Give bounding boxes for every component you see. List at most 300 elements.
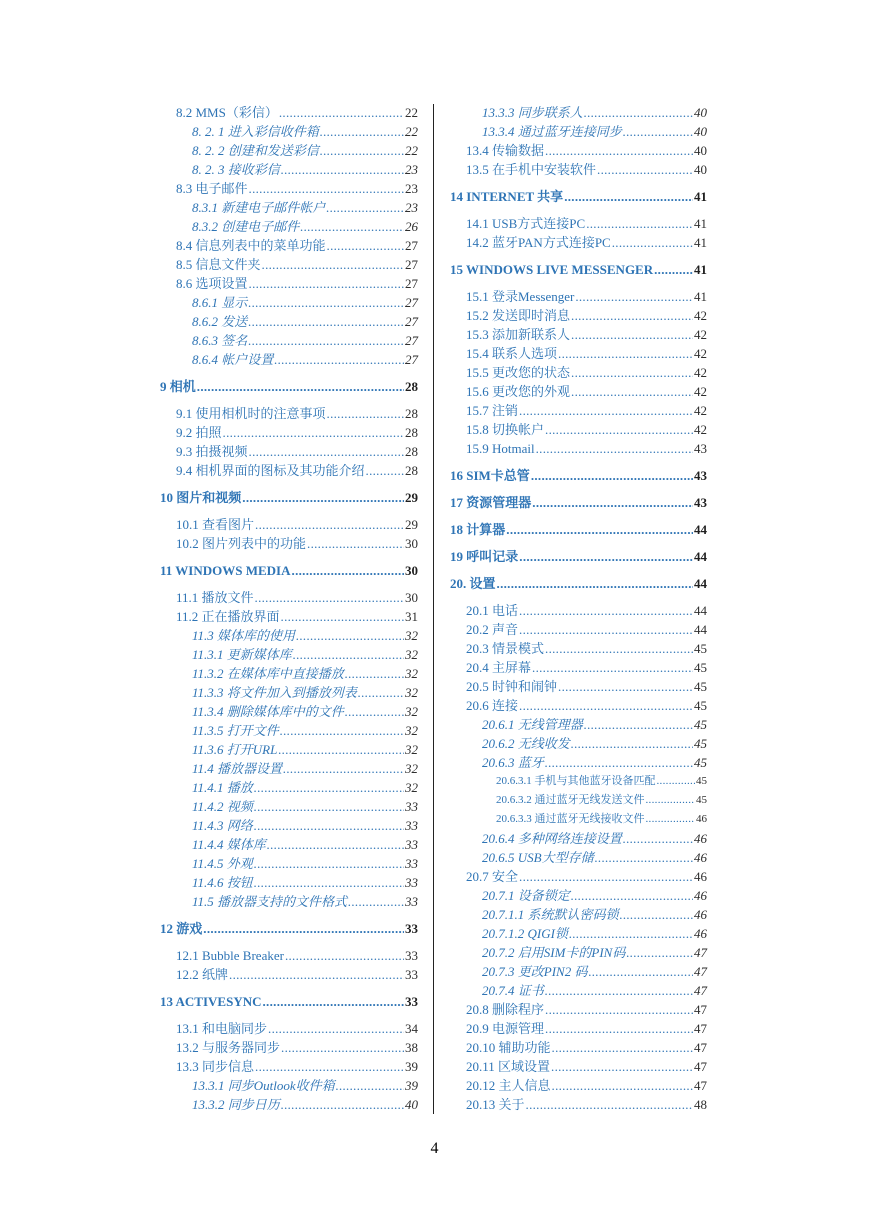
dot-leader xyxy=(254,816,404,835)
dot-leader xyxy=(532,658,693,677)
toc-entry-page: 23 xyxy=(405,200,418,215)
toc-entry-page: 42 xyxy=(694,327,707,342)
toc-entry-title: 13.3 同步信息 xyxy=(176,1059,255,1074)
dot-leader xyxy=(519,547,693,566)
toc-entry-page: 40 xyxy=(694,124,707,139)
toc-entry-page: 26 xyxy=(405,219,418,234)
toc-entry-page: 33 xyxy=(405,799,418,814)
toc-entry[interactable] xyxy=(450,886,707,905)
dot-leader xyxy=(545,141,693,160)
dot-leader xyxy=(281,1095,404,1114)
toc-entry-page: 46 xyxy=(694,888,707,903)
toc-entry-page: 44 xyxy=(694,549,707,564)
toc-entry[interactable] xyxy=(160,274,418,293)
toc-entry-title: 11.1 播放文件 xyxy=(176,590,254,605)
dot-leader xyxy=(545,1000,693,1019)
toc-entry-title: 11.4.5 外观 xyxy=(192,856,253,871)
toc-entry-title: 15.8 切换帐户 xyxy=(466,422,545,437)
toc-entry-page: 44 xyxy=(694,522,707,537)
toc-entry-title: 20.9 电源管理 xyxy=(466,1021,545,1036)
toc-entry[interactable] xyxy=(450,981,707,1000)
toc-entry[interactable] xyxy=(450,233,707,252)
toc-entry-title: 16 SIM卡总管 xyxy=(450,468,530,483)
toc-entry-title: 13.3.1 同步Outlook收件箱 xyxy=(192,1078,335,1093)
toc-chapter-entry[interactable] xyxy=(450,260,707,279)
toc-entry-title: 9.2 拍照 xyxy=(176,425,222,440)
dot-leader xyxy=(345,702,404,721)
toc-entry-page: 39 xyxy=(405,1059,418,1074)
dot-leader xyxy=(571,734,693,753)
dot-leader xyxy=(274,350,404,369)
dot-leader xyxy=(545,981,693,1000)
dot-leader xyxy=(569,924,693,943)
toc-entry-title: 13.4 传输数据 xyxy=(466,143,545,158)
dot-leader xyxy=(552,1076,693,1095)
dot-leader xyxy=(307,534,404,553)
toc-entry-title: 12.1 Bubble Breaker xyxy=(176,948,284,963)
toc-entry-title: 11.3.3 将文件加入到播放列表 xyxy=(192,685,357,700)
dot-leader xyxy=(623,829,693,848)
toc-entry[interactable] xyxy=(450,867,707,886)
toc-entry-page: 28 xyxy=(405,379,418,394)
dot-leader xyxy=(646,791,696,810)
toc-entry-page: 32 xyxy=(405,666,418,681)
toc-entry[interactable] xyxy=(450,306,707,325)
toc-entry[interactable] xyxy=(160,1038,418,1057)
toc-entry[interactable] xyxy=(160,1095,418,1114)
toc-chapter-entry[interactable] xyxy=(450,574,707,593)
toc-entry[interactable] xyxy=(450,620,707,639)
dot-leader xyxy=(519,696,693,715)
toc-entry-title: 10 图片和视频 xyxy=(160,490,242,505)
toc-entry-page: 32 xyxy=(405,685,418,700)
toc-entry[interactable] xyxy=(450,363,707,382)
toc-entry-title: 8.3.2 创建电子邮件 xyxy=(192,219,300,234)
toc-entry[interactable] xyxy=(160,740,418,759)
toc-entry[interactable] xyxy=(160,588,418,607)
toc-entry[interactable] xyxy=(160,1057,418,1076)
toc-entry-title: 15.3 添加新联系人 xyxy=(466,327,571,342)
dot-leader xyxy=(281,607,404,626)
toc-entry-page: 45 xyxy=(694,660,707,675)
toc-entry[interactable] xyxy=(450,1000,707,1019)
page-number: 4 xyxy=(430,1140,439,1157)
dot-leader xyxy=(320,122,404,141)
toc-entry-title: 12.2 纸牌 xyxy=(176,967,229,982)
toc-entry-page: 30 xyxy=(405,590,418,605)
toc-entry-title: 11.2 正在播放界面 xyxy=(176,609,280,624)
dot-leader xyxy=(280,721,404,740)
toc-entry[interactable] xyxy=(160,515,418,534)
toc-entry-page: 44 xyxy=(694,622,707,637)
toc-entry-title: 20.1 电话 xyxy=(466,603,519,618)
toc-entry-title: 20.6.3.2 通过蓝牙无线发送文件 xyxy=(496,794,645,806)
dot-leader xyxy=(519,867,693,886)
toc-entry-title: 13 ACTIVESYNC xyxy=(160,994,262,1009)
toc-entry-title: 20.7.1 设备锁定 xyxy=(482,888,570,903)
dot-leader xyxy=(336,1076,404,1095)
dot-leader xyxy=(249,179,404,198)
toc-entry-page: 33 xyxy=(405,894,418,909)
dot-leader xyxy=(292,561,404,580)
toc-entry-page: 28 xyxy=(405,406,418,421)
toc-entry-page: 27 xyxy=(405,276,418,291)
toc-entry-title: 9.4 相机界面的图标及其功能介绍 xyxy=(176,463,365,478)
toc-entry-page: 27 xyxy=(405,314,418,329)
toc-entry-title: 20.13 关于 xyxy=(466,1097,525,1112)
toc-entry-title: 11 WINDOWS MEDIA xyxy=(160,563,291,578)
dot-leader xyxy=(586,214,693,233)
dot-leader xyxy=(558,677,693,696)
toc-entry-page: 41 xyxy=(694,262,707,277)
dot-leader xyxy=(255,1057,404,1076)
toc-entry[interactable] xyxy=(450,141,707,160)
toc-entry-page: 28 xyxy=(405,425,418,440)
toc-entry-page: 41 xyxy=(694,189,707,204)
toc-entry-title: 20.3 情景模式 xyxy=(466,641,545,656)
toc-entry[interactable] xyxy=(160,892,418,911)
toc-entry-title: 20.8 删除程序 xyxy=(466,1002,545,1017)
toc-entry[interactable] xyxy=(450,382,707,401)
toc-chapter-entry[interactable] xyxy=(160,919,418,938)
toc-entry-title: 11.3.2 在媒体库中直接播放 xyxy=(192,666,344,681)
toc-entry[interactable] xyxy=(450,344,707,363)
toc-entry[interactable] xyxy=(450,1019,707,1038)
toc-chapter-entry[interactable] xyxy=(160,561,418,580)
toc-entry[interactable] xyxy=(160,683,418,702)
toc-entry-title: 12 游戏 xyxy=(160,921,203,936)
toc-chapter-entry[interactable] xyxy=(160,992,418,1011)
toc-entry[interactable] xyxy=(450,962,707,981)
toc-entry-title: 15.9 Hotmail xyxy=(466,441,535,456)
toc-entry[interactable] xyxy=(160,198,418,217)
dot-leader xyxy=(519,620,693,639)
dot-leader xyxy=(545,420,693,439)
toc-entry-title: 13.3.2 同步日历 xyxy=(192,1097,280,1112)
toc-entry-title: 11.4.3 网络 xyxy=(192,818,253,833)
dot-leader xyxy=(293,645,404,664)
dot-leader xyxy=(519,601,693,620)
column-divider xyxy=(433,104,434,1114)
toc-entry[interactable] xyxy=(450,325,707,344)
dot-leader xyxy=(571,382,693,401)
toc-entry[interactable] xyxy=(450,401,707,420)
toc-entry[interactable] xyxy=(160,1019,418,1038)
dot-leader xyxy=(366,461,404,480)
dot-leader xyxy=(584,715,693,734)
toc-chapter-entry[interactable] xyxy=(450,466,707,485)
toc-entry[interactable] xyxy=(160,331,418,350)
toc-entry-title: 10.1 查看图片 xyxy=(176,517,255,532)
dot-leader xyxy=(595,848,693,867)
toc-entry[interactable] xyxy=(450,791,707,810)
toc-entry[interactable] xyxy=(450,122,707,141)
dot-leader xyxy=(612,233,693,252)
toc-entry-page: 42 xyxy=(694,346,707,361)
dot-leader xyxy=(249,442,404,461)
toc-entry-title: 15.2 发送即时消息 xyxy=(466,308,571,323)
toc-entry-title: 9.1 使用相机时的注意事项 xyxy=(176,406,326,421)
toc-entry[interactable] xyxy=(450,639,707,658)
toc-entry[interactable] xyxy=(160,461,418,480)
toc-entry[interactable] xyxy=(450,103,707,122)
toc-entry-title: 9 相机 xyxy=(160,379,196,394)
toc-entry[interactable] xyxy=(450,753,707,772)
toc-entry-title: 20.6.3.1 手机与其他蓝牙设备匹配 xyxy=(496,775,656,787)
toc-entry[interactable] xyxy=(450,420,707,439)
toc-entry-title: 14 INTERNET 共享 xyxy=(450,189,564,204)
toc-entry[interactable] xyxy=(450,1057,707,1076)
toc-entry[interactable] xyxy=(160,217,418,236)
toc-entry-title: 8. 2. 3 接收彩信 xyxy=(192,162,280,177)
toc-entry[interactable] xyxy=(160,854,418,873)
toc-entry-page: 33 xyxy=(405,967,418,982)
toc-entry-title: 11.5 播放器支持的文件格式 xyxy=(192,894,348,909)
toc-entry-page: 40 xyxy=(405,1097,418,1112)
toc-entry[interactable] xyxy=(450,439,707,458)
toc-entry-title: 8.6.4 帐户设置 xyxy=(192,352,274,367)
toc-entry[interactable] xyxy=(450,810,707,829)
dot-leader xyxy=(571,325,693,344)
dot-leader xyxy=(526,1095,693,1114)
toc-entry[interactable] xyxy=(160,721,418,740)
toc-entry-page: 45 xyxy=(696,794,707,806)
toc-entry-page: 27 xyxy=(405,257,418,272)
dot-leader xyxy=(623,122,693,141)
toc-entry-page: 32 xyxy=(405,647,418,662)
dot-leader xyxy=(551,1057,693,1076)
dot-leader xyxy=(254,854,404,873)
toc-entry-title: 15.1 登录Messenger xyxy=(466,289,575,304)
toc-entry[interactable] xyxy=(160,350,418,369)
dot-leader xyxy=(646,810,696,829)
toc-entry[interactable] xyxy=(450,924,707,943)
toc-entry-title: 20.7.1.1 系统默认密码锁 xyxy=(482,907,619,922)
toc-entry-title: 20.6.2 无线收发 xyxy=(482,736,570,751)
dot-leader xyxy=(571,886,693,905)
toc-entry[interactable] xyxy=(450,1076,707,1095)
toc-entry-title: 9.3 拍摄视频 xyxy=(176,444,248,459)
toc-entry[interactable] xyxy=(160,607,418,626)
toc-entry[interactable] xyxy=(160,404,418,423)
toc-entry-title: 8.5 信息文件夹 xyxy=(176,257,261,272)
dot-leader xyxy=(545,753,693,772)
toc-entry[interactable] xyxy=(160,534,418,553)
dot-leader xyxy=(320,141,404,160)
toc-entry-title: 8.6.3 签名 xyxy=(192,333,248,348)
toc-entry-page: 23 xyxy=(405,162,418,177)
dot-leader xyxy=(254,797,404,816)
toc-entry-title: 20.6.1 无线管理器 xyxy=(482,717,583,732)
toc-entry[interactable] xyxy=(160,442,418,461)
toc-entry[interactable] xyxy=(450,848,707,867)
dot-leader xyxy=(620,905,693,924)
dot-leader xyxy=(268,1019,404,1038)
toc-entry-page: 32 xyxy=(405,723,418,738)
toc-entry[interactable] xyxy=(450,715,707,734)
toc-entry[interactable] xyxy=(450,214,707,233)
toc-entry[interactable] xyxy=(160,664,418,683)
dot-leader xyxy=(223,423,404,442)
dot-leader xyxy=(285,946,404,965)
toc-entry-page: 43 xyxy=(694,495,707,510)
toc-entry-page: 45 xyxy=(694,736,707,751)
dot-leader xyxy=(263,992,405,1011)
toc-entry-title: 20.6.3 蓝牙 xyxy=(482,755,544,770)
toc-entry[interactable] xyxy=(450,696,707,715)
toc-entry-page: 32 xyxy=(405,628,418,643)
toc-entry-page: 27 xyxy=(405,238,418,253)
dot-leader xyxy=(283,759,404,778)
toc-entry-page: 42 xyxy=(694,422,707,437)
toc-entry-page: 27 xyxy=(405,295,418,310)
toc-entry[interactable] xyxy=(160,236,418,255)
toc-entry-title: 13.5 在手机中安装软件 xyxy=(466,162,597,177)
toc-entry[interactable] xyxy=(160,835,418,854)
dot-leader xyxy=(545,1019,693,1038)
toc-entry-page: 46 xyxy=(694,907,707,922)
toc-entry-page: 33 xyxy=(405,994,418,1009)
toc-entry-page: 47 xyxy=(694,1021,707,1036)
dot-leader xyxy=(296,626,404,645)
toc-chapter-entry[interactable] xyxy=(450,493,707,512)
toc-entry-page: 45 xyxy=(694,679,707,694)
toc-entry-title: 18 计算器 xyxy=(450,522,506,537)
toc-entry[interactable] xyxy=(160,816,418,835)
toc-entry-title: 11.3.1 更新媒体库 xyxy=(192,647,292,662)
toc-entry-page: 45 xyxy=(694,698,707,713)
toc-entry-page: 42 xyxy=(694,308,707,323)
toc-right-column xyxy=(450,103,707,1114)
toc-entry-title: 20.6.3.3 通过蓝牙无线接收文件 xyxy=(496,813,645,825)
dot-leader xyxy=(497,574,693,593)
dot-leader xyxy=(545,639,693,658)
toc-chapter-entry[interactable] xyxy=(450,520,707,539)
toc-entry[interactable] xyxy=(160,797,418,816)
toc-entry-page: 40 xyxy=(694,105,707,120)
toc-entry-page: 33 xyxy=(405,875,418,890)
toc-entry-page: 45 xyxy=(694,755,707,770)
toc-entry[interactable] xyxy=(450,1095,707,1114)
toc-entry-title: 20.2 声音 xyxy=(466,622,519,637)
toc-entry[interactable] xyxy=(450,1038,707,1057)
toc-entry[interactable] xyxy=(160,1076,418,1095)
toc-entry-title: 15 WINDOWS LIVE MESSENGER xyxy=(450,262,654,277)
toc-entry-page: 47 xyxy=(694,945,707,960)
toc-entry-title: 11.4 播放器设置 xyxy=(192,761,283,776)
toc-entry-page: 46 xyxy=(694,831,707,846)
dot-leader xyxy=(281,1038,404,1057)
toc-entry[interactable] xyxy=(450,601,707,620)
toc-entry-page: 45 xyxy=(694,641,707,656)
toc-entry[interactable] xyxy=(160,778,418,797)
toc-entry-title: 13.3.3 同步联系人 xyxy=(482,105,583,120)
toc-entry-title: 20.7 安全 xyxy=(466,869,519,884)
toc-entry[interactable] xyxy=(160,946,418,965)
toc-entry-page: 41 xyxy=(694,216,707,231)
dot-leader xyxy=(262,255,404,274)
toc-entry[interactable] xyxy=(160,645,418,664)
toc-entry[interactable] xyxy=(160,873,418,892)
toc-entry-title: 20.10 辅助功能 xyxy=(466,1040,551,1055)
dot-leader xyxy=(558,344,693,363)
toc-entry[interactable] xyxy=(450,943,707,962)
dot-leader xyxy=(281,160,404,179)
toc-entry[interactable] xyxy=(160,702,418,721)
toc-entry-title: 20.7.3 更改PIN2 码 xyxy=(482,964,588,979)
toc-entry-title: 13.1 和电脑同步 xyxy=(176,1021,268,1036)
toc-entry[interactable] xyxy=(160,179,418,198)
toc-entry[interactable] xyxy=(160,423,418,442)
toc-entry-page: 22 xyxy=(405,143,418,158)
toc-entry-title: 11.3 媒体库的使用 xyxy=(192,628,296,643)
toc-entry-title: 20.6.5 USB大型存储 xyxy=(482,850,594,865)
toc-chapter-entry[interactable] xyxy=(160,488,418,507)
dot-leader xyxy=(345,664,404,683)
dot-leader xyxy=(249,274,404,293)
toc-entry[interactable] xyxy=(450,734,707,753)
toc-entry[interactable] xyxy=(450,287,707,306)
dot-leader xyxy=(248,331,404,350)
toc-entry-page: 45 xyxy=(694,717,707,732)
dot-leader xyxy=(575,287,693,306)
toc-entry[interactable] xyxy=(160,103,418,122)
toc-entry-title: 17 资源管理器 xyxy=(450,495,532,510)
toc-entry-title: 20.6 连接 xyxy=(466,698,519,713)
dot-leader xyxy=(531,466,693,485)
dot-leader xyxy=(267,835,404,854)
toc-entry-title: 15.7 注销 xyxy=(466,403,519,418)
toc-entry-page: 45 xyxy=(696,775,707,787)
toc-entry-page: 29 xyxy=(405,490,418,505)
toc-entry-title: 8.6.1 显示 xyxy=(192,295,248,310)
toc-entry-page: 40 xyxy=(694,162,707,177)
toc-entry[interactable] xyxy=(160,141,418,160)
toc-entry[interactable] xyxy=(160,759,418,778)
toc-entry[interactable] xyxy=(450,160,707,179)
toc-entry-page: 33 xyxy=(405,818,418,833)
toc-entry[interactable] xyxy=(450,829,707,848)
toc-entry[interactable] xyxy=(160,160,418,179)
toc-entry-title: 20.7.4 证书 xyxy=(482,983,544,998)
toc-chapter-entry[interactable] xyxy=(160,377,418,396)
toc-entry[interactable] xyxy=(160,122,418,141)
toc-entry-page: 44 xyxy=(694,576,707,591)
toc-entry-title: 20.4 主屏幕 xyxy=(466,660,532,675)
toc-entry-page: 42 xyxy=(694,365,707,380)
dot-leader xyxy=(506,520,693,539)
dot-leader xyxy=(278,740,404,759)
toc-entry[interactable] xyxy=(160,965,418,984)
dot-leader xyxy=(279,103,404,122)
toc-entry[interactable] xyxy=(160,255,418,274)
dot-leader xyxy=(626,943,693,962)
toc-entry[interactable] xyxy=(160,293,418,312)
toc-entry[interactable] xyxy=(450,772,707,791)
toc-entry[interactable] xyxy=(450,677,707,696)
toc-entry-title: 11.4.2 视频 xyxy=(192,799,253,814)
toc-entry[interactable] xyxy=(450,905,707,924)
toc-chapter-entry[interactable] xyxy=(450,187,707,206)
toc-entry[interactable] xyxy=(450,658,707,677)
toc-entry-page: 28 xyxy=(405,444,418,459)
toc-entry[interactable] xyxy=(160,312,418,331)
toc-chapter-entry[interactable] xyxy=(450,547,707,566)
toc-entry-page: 47 xyxy=(694,1040,707,1055)
toc-entry-title: 19 呼叫记录 xyxy=(450,549,519,564)
toc-entry[interactable] xyxy=(160,626,418,645)
toc-entry-title: 14.2 蓝牙PAN方式连接PC xyxy=(466,235,611,250)
